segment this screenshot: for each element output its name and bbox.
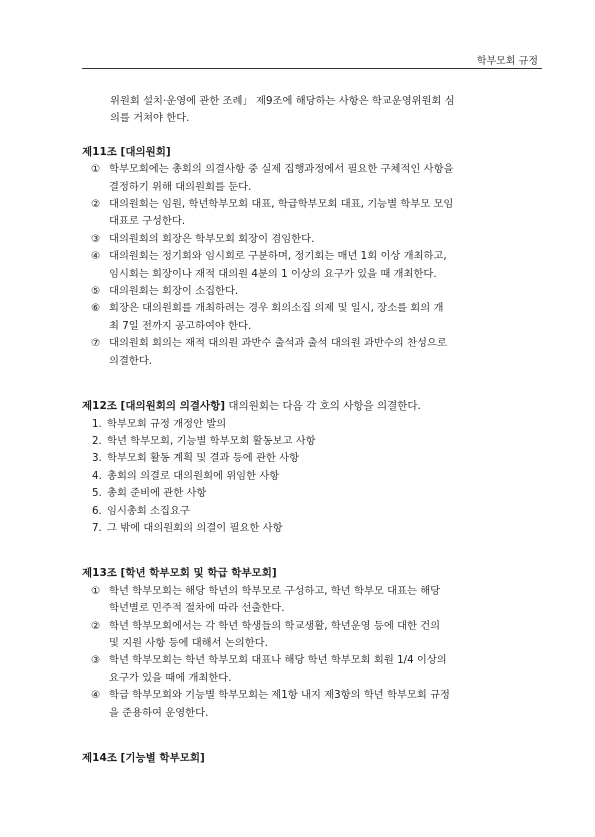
clause-number: ④ bbox=[91, 689, 101, 702]
document-body bbox=[82, 93, 522, 767]
item-text: 임시총회 소집요구 bbox=[107, 504, 190, 517]
item-number: 1. bbox=[92, 417, 102, 430]
text-line: 학년 학부모회는 해당 학년의 학부모로 구성하고, 학년 학부모 대표는 해당 bbox=[109, 584, 441, 597]
text-line: 의결한다. bbox=[109, 354, 153, 367]
clause-number: ① bbox=[91, 163, 101, 176]
numbered-item bbox=[82, 520, 522, 537]
item-text: 총회 준비에 관한 사항 bbox=[107, 487, 207, 500]
text-line: 학년 학부모회에서는 각 학년 학생들의 학교생활, 학년운영 등에 대한 건의 bbox=[109, 619, 441, 632]
article-11 bbox=[82, 144, 522, 370]
clause-item bbox=[82, 283, 522, 300]
clause-number: ⑥ bbox=[91, 302, 101, 315]
clause-number: ② bbox=[91, 619, 101, 632]
text-line: 위원회 설치·운영에 관한 조례」 제9조에 해당하는 사항은 학교운영위원회 심 bbox=[110, 95, 455, 107]
clause-item bbox=[82, 583, 522, 618]
text-line: 최 7일 전까지 공고하여야 한다. bbox=[109, 319, 252, 332]
article-heading: 제11조 [대의원회] bbox=[82, 145, 171, 158]
article-heading: 제13조 [학년 학부모회 및 학급 학부모회] bbox=[82, 567, 277, 580]
text-line: 대의원회의 회장은 학부모회 회장이 겸임한다. bbox=[109, 232, 315, 245]
clause-number: ① bbox=[91, 584, 101, 597]
article-heading: 제14조 [기능별 학부모회] bbox=[82, 752, 205, 764]
text-line: 대표로 구성한다. bbox=[109, 215, 186, 228]
text-line: 학년 학부모회는 학년 학부모회 대표나 해당 학년 학부모회 회원 1/4 이상의 bbox=[109, 654, 447, 667]
page-header-title: 학부모회 규정 bbox=[476, 56, 538, 67]
clause-number: ③ bbox=[91, 232, 101, 245]
clause-item bbox=[82, 231, 522, 248]
item-number: 6. bbox=[92, 504, 102, 517]
article-heading-title: 제12조 [대의원회의 의결사항] bbox=[82, 400, 226, 413]
text-line: 및 지원 사항 등에 대해서 논의한다. bbox=[109, 636, 268, 649]
numbered-item bbox=[82, 485, 522, 502]
numbered-item bbox=[82, 433, 522, 450]
article-13 bbox=[82, 565, 522, 722]
item-text: 학부모회 활동 계획 및 결과 등에 관한 사항 bbox=[107, 452, 300, 465]
text-line: 요구가 있을 때에 개최한다. bbox=[109, 671, 232, 684]
item-text: 학년 학부모회, 기능별 학부모회 활동보고 사항 bbox=[107, 434, 316, 447]
article-12 bbox=[82, 398, 522, 537]
item-number: 4. bbox=[92, 469, 102, 482]
item-text: 학부모회 규정 개정안 발의 bbox=[107, 417, 227, 430]
item-number: 3. bbox=[92, 452, 102, 465]
item-number: 7. bbox=[92, 521, 102, 534]
clause-item bbox=[82, 248, 522, 283]
text-line: 임시회는 회장이나 재적 대의원 4분의 1 이상의 요구가 있을 때 개최한다. bbox=[109, 267, 437, 280]
clause-number: ④ bbox=[91, 250, 101, 263]
text-line: 을 준용하여 운영한다. bbox=[109, 706, 209, 719]
intro-paragraph bbox=[82, 93, 522, 128]
header-divider bbox=[82, 68, 542, 69]
article-14 bbox=[82, 750, 522, 767]
text-line: 학급 학부모회와 기능별 학부모회는 제1항 내지 제3항의 학년 학부모회 규정 bbox=[109, 689, 450, 702]
numbered-item bbox=[82, 468, 522, 485]
clause-item bbox=[82, 300, 522, 335]
text-line: 학년별로 민주적 절차에 따라 선출한다. bbox=[109, 602, 285, 615]
clause-item bbox=[82, 161, 522, 196]
text-line: 대의원회는 정기회와 임시회로 구분하며, 정기회는 매년 1회 이상 개최하고, bbox=[109, 250, 447, 263]
item-number: 5. bbox=[92, 487, 102, 500]
clause-item bbox=[82, 652, 522, 687]
clause-number: ② bbox=[91, 198, 101, 211]
text-line: 대의원회는 임원, 학년학부모회 대표, 학급학부모회 대표, 기능별 학부모 모임 bbox=[109, 198, 454, 211]
clause-item bbox=[82, 196, 522, 231]
item-number: 2. bbox=[92, 434, 102, 447]
text-line: 결정하기 위해 대의원회를 둔다. bbox=[109, 180, 252, 193]
article-heading bbox=[82, 398, 522, 415]
text-line: 대의원회는 회장이 소집한다. bbox=[109, 285, 239, 298]
clause-number: ③ bbox=[91, 654, 101, 667]
item-text: 총회의 의결로 대의원회에 위임한 사항 bbox=[107, 469, 280, 482]
text-line: 회장은 대의원회를 개최하려는 경우 회의소집 의제 및 일시, 장소를 회의 개 bbox=[109, 302, 444, 315]
clause-number: ⑤ bbox=[91, 285, 101, 298]
text-line: 의를 거쳐야 한다. bbox=[110, 112, 190, 125]
numbered-item bbox=[82, 450, 522, 467]
numbered-item bbox=[82, 416, 522, 433]
clause-item bbox=[82, 618, 522, 653]
article-heading-text: 대의원회는 다음 각 호의 사항을 의결한다. bbox=[225, 400, 421, 413]
clause-item bbox=[82, 687, 522, 722]
numbered-item bbox=[82, 503, 522, 520]
text-line: 대의원회 회의는 재적 대의원 과반수 출석과 출석 대의원 과반수의 찬성으로 bbox=[109, 337, 447, 350]
clause-item bbox=[82, 335, 522, 370]
item-text: 그 밖에 대의원회의 의결이 필요한 사항 bbox=[107, 521, 283, 534]
clause-number: ⑦ bbox=[91, 337, 101, 350]
text-line: 학부모회에는 총회의 의결사항 중 실제 집행과정에서 필요한 구체적인 사항을 bbox=[109, 163, 454, 176]
